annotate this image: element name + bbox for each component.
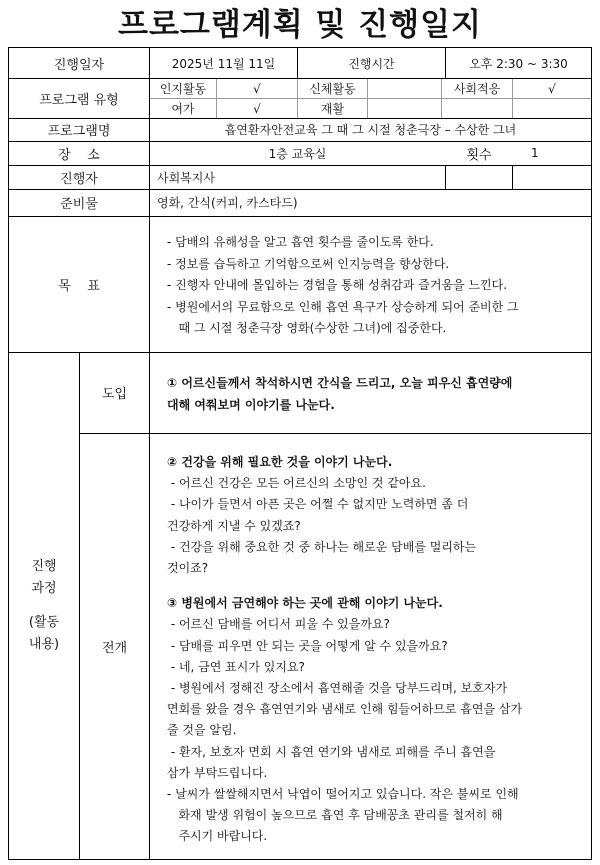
process-label-line: 내용)	[28, 636, 60, 652]
count-label: 횟수	[466, 147, 492, 163]
type-check-physical	[368, 79, 441, 98]
prep-value: 영화, 간식(커피, 카스타드)	[157, 196, 298, 210]
main-line: 건강하게 지낼 수 있겠죠?	[167, 518, 301, 533]
main-line: - 나이가 들면서 아픈 곳은 어쩔 수 없지만 노력하면 좀 더	[167, 497, 469, 512]
goal-line: 때 그 시절 청춘극장 영화(수상한 그녀)에 집중한다.	[167, 321, 447, 335]
main-line: 주시기 바랍니다.	[167, 829, 268, 844]
main-line: 화재 발생 위험이 높으므로 흡연 후 담배꽁초 관리를 철저히 해	[167, 808, 503, 823]
main-line: 면회를 왔을 경우 흡연연기와 냄새로 인해 힘들어하므로 흡연을 삼가	[167, 702, 523, 717]
type-check-cognitive: √	[253, 81, 261, 96]
goal-line: - 정보를 습득하고 기억함으로써 인지능력을 향상한다.	[167, 256, 450, 271]
process-label-line: (활동	[28, 614, 60, 630]
main-line: - 어르신 건강은 모든 어르신의 소망인 것 같아요.	[167, 476, 426, 491]
intro-line: 대해 여쭤보며 이야기를 나눈다.	[167, 398, 335, 412]
intro-line: ① 어르신들께서 착석하시면 간식을 드리고, 오늘 피우신 흡연량에	[167, 376, 513, 390]
place-value: 1층 교육실	[268, 146, 327, 161]
main-text	[167, 452, 522, 848]
date-label: 진행일자	[53, 57, 105, 73]
row-divider	[79, 433, 591, 434]
process-label-line: 진행	[31, 558, 57, 574]
main-line: 삼가 부탁드립니다.	[167, 765, 268, 780]
main-line: - 담배를 피우면 안 되는 곳을 어떻게 알 수 있을까요?	[167, 638, 448, 653]
time-label: 진행시간	[348, 56, 395, 71]
type-check-rehab	[368, 99, 441, 118]
goals-list	[167, 232, 519, 340]
date-value: 2025년 11월 11일	[171, 56, 276, 71]
main-heading: ③ 병원에서 금연해야 하는 곳에 관해 이야기 나눈다.	[167, 596, 443, 611]
page-title: 프로그램계획 및 진행일지	[118, 7, 482, 43]
main-line: 줄 것을 알림.	[167, 723, 237, 738]
main-line: - 환자, 보호자 면회 시 흡연 연기와 냄새로 피해를 주니 흡연을	[167, 744, 496, 759]
main-line: - 어르신 담배를 어디서 피울 수 있을까요?	[167, 617, 390, 632]
count-value: 1	[531, 146, 539, 160]
process-label	[9, 352, 79, 859]
type-name-rehab: 재활	[320, 102, 345, 116]
goal-line: - 병원에서의 무료함으로 인해 흡연 욕구가 상승하게 되어 준비한 그	[167, 299, 519, 314]
place-label: 장 소	[58, 147, 100, 163]
type-name-social: 사회적응	[453, 82, 501, 96]
prep-label: 준비물	[60, 197, 98, 212]
col-divider	[149, 352, 150, 859]
leader-label: 진행자	[60, 171, 98, 187]
type-check-leisure: √	[253, 101, 261, 116]
intro-text	[167, 372, 512, 416]
type-name-physical: 신체활동	[309, 82, 356, 96]
type-label: 프로그램 유형	[39, 92, 119, 108]
main-label: 전개	[101, 640, 128, 656]
leader-value: 사회복지사	[157, 170, 215, 185]
main-line: - 네, 금연 표시가 있지요?	[167, 659, 305, 674]
goals-label: 목 표	[58, 278, 100, 294]
intro-label: 도입	[101, 387, 128, 402]
program-name-label: 프로그램명	[47, 124, 111, 139]
program-name-value: 흡연환자안전교육 그 때 그 시절 청춘극장 – 수상한 그녀	[224, 123, 517, 137]
goal-line: - 담배의 유해성을 알고 흡연 횟수를 줄이도록 한다.	[167, 235, 434, 249]
process-label-line: 과정	[31, 580, 57, 596]
type-name-leisure: 여가	[171, 102, 195, 116]
main-line: - 병원에서 정해진 장소에서 흡연해줄 것을 당부드리며, 보호자가	[167, 681, 508, 696]
main-line: - 건강을 위해 중요한 것 중 하나는 해로운 담배를 멀리하는	[167, 539, 477, 554]
plan-table	[8, 47, 592, 860]
main-line: 것이죠?	[167, 561, 209, 576]
type-check-social: √	[548, 81, 556, 96]
main-line: - 날씨가 쌀쌀해지면서 낙엽이 떨어지고 있습니다. 작은 불씨로 인해	[167, 787, 519, 802]
main-heading: ② 건강을 위해 필요한 것을 이야기 나눈다.	[167, 455, 393, 469]
spacer	[167, 579, 522, 593]
goal-line: - 진행자 안내에 몰입하는 경험을 통해 성취감과 즐거움을 느낀다.	[167, 278, 508, 292]
time-value: 오후 2:30 ~ 3:30	[469, 56, 568, 71]
type-name-cognitive: 인지활동	[159, 82, 207, 96]
